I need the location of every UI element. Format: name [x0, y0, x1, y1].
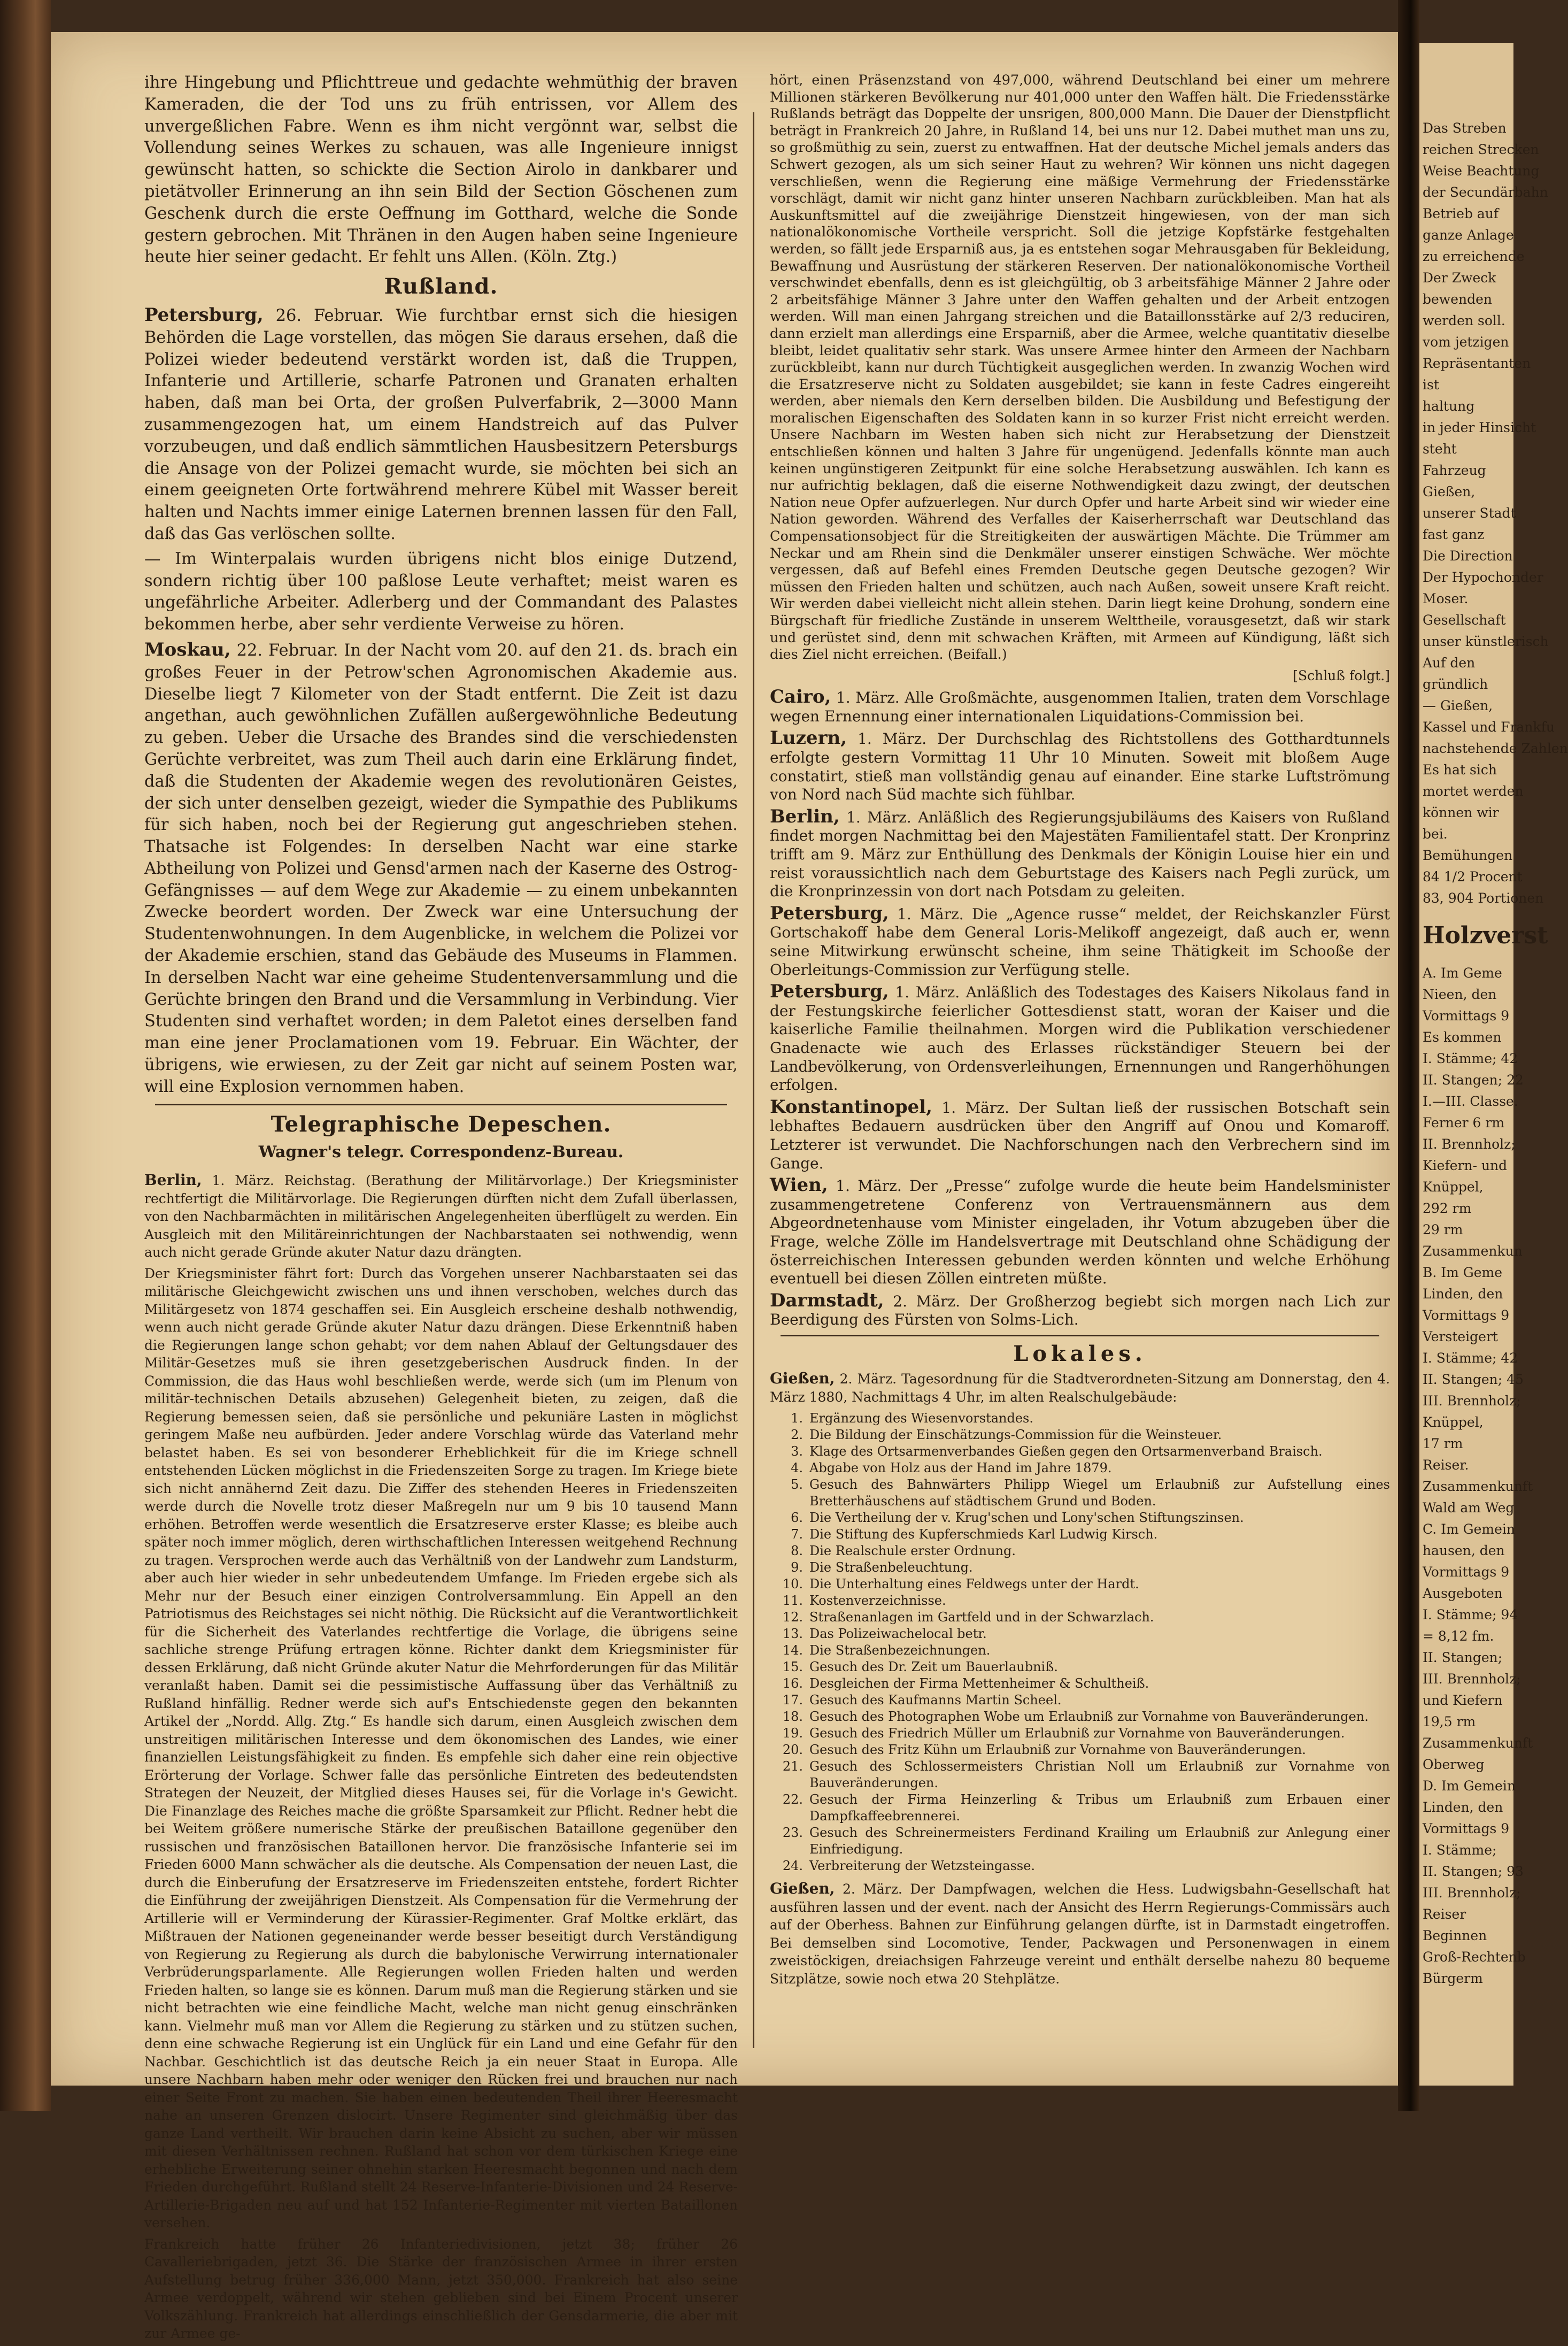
dateline-konstantinopel: Konstantinopel, — [770, 1096, 932, 1118]
edge-line: I. Stämme; 94 — [1423, 1607, 1518, 1622]
petersburg-dispatch-1 — [770, 904, 1390, 979]
agenda-item-text: Die Realschule erster Ordnung. — [809, 1543, 1016, 1559]
edge-line: Kassel und Frankfu — [1423, 719, 1555, 735]
edge-line: ganze Anlage — [1423, 227, 1514, 243]
agenda-item-number: 19. — [782, 1726, 803, 1741]
edge-line: bei. — [1423, 826, 1448, 842]
edge-line: Ausgeboten — [1423, 1586, 1503, 1601]
wien-text: 1. März. Der „Presse“ zufolge wurde die heute beim Handelsminister zusammengetretene Conferenz von Vertrauensmännern aus dem Abgeordnetenhause vom Minister eingeladen, ihr Votum abzugeben über die Frage, welche Zölle im Handelsvertrage mit Deutschland ohne Schädigung der österreichischen Interessen gebunden werden könnten und welche Erhöhung eventuell bei diesen Zöllen eintreten müßte. — [770, 1177, 1391, 1288]
moskau-article — [144, 639, 738, 1098]
edge-line: Moser. — [1423, 591, 1469, 606]
agenda-item-text: Die Bildung der Einschätzungs-Commission für die Weinsteuer. — [809, 1427, 1222, 1443]
agenda-item-text: Die Vertheilung der v. Krug'schen und Lony'schen Stiftungszinsen. — [809, 1510, 1244, 1526]
edge-line: = 8,12 fm. — [1423, 1628, 1494, 1644]
edge-line: steht — [1423, 441, 1457, 457]
agenda-item — [770, 1725, 1390, 1742]
edge-line: Reiser — [1423, 1906, 1466, 1922]
edge-line: mortet werden — [1423, 783, 1524, 799]
edge-line: Bemühungen — [1423, 848, 1513, 863]
edge-line: Repräsentanten — [1423, 356, 1531, 371]
edge-line: 83, 904 Portionen — [1423, 890, 1544, 906]
edge-line: 84 1/2 Procent — [1423, 869, 1523, 884]
cairo-text: 1. März. Alle Großmächte, ausgenommen Italien, traten dem Vorschlage wegen Ernennung einer internationalen Liquidations-Commission bei. — [770, 689, 1391, 725]
section-rule-2 — [781, 1335, 1379, 1336]
edge-line: Der Hypochonder — [1423, 570, 1543, 585]
edge-line: nachstehende Zahlen — [1423, 741, 1568, 756]
edge-line: können wir — [1423, 805, 1499, 820]
agenda-item — [770, 1825, 1390, 1858]
agenda-item — [770, 1410, 1390, 1427]
agenda-item-number: 21. — [782, 1759, 803, 1774]
agenda-item-text: Die Unterhaltung eines Feldwegs unter der Hardt. — [809, 1576, 1139, 1592]
agenda-item-number: 7. — [791, 1527, 803, 1542]
column-left — [144, 72, 738, 2346]
agenda-item-number: 20. — [782, 1742, 803, 1758]
adjacent-page-edge — [1419, 43, 1568, 2086]
darmstadt-text: 2. März. Der Großherzog begiebt sich morgen nach Lich zur Beerdigung des Fürsten von Solms-Lich. — [770, 1292, 1390, 1329]
lokales-heading: Lokales. — [1013, 1341, 1147, 1366]
agenda-item-text: Desgleichen der Firma Mettenheimer & Schultheiß. — [809, 1676, 1149, 1691]
to-be-continued: [Schluß folgt.] — [1293, 667, 1390, 683]
edge-line: Zusammenkunft — [1423, 1479, 1533, 1494]
edge-line: Kiefern- und — [1423, 1158, 1508, 1173]
agenda-item — [770, 1526, 1390, 1543]
edge-line: ist — [1423, 377, 1439, 393]
agenda-item-number: 15. — [782, 1659, 803, 1675]
agenda-item — [770, 1626, 1390, 1642]
agenda-item-text: Die Straßenbezeichnungen. — [809, 1643, 991, 1658]
edge-line: Vormittags 9 — [1423, 1821, 1510, 1836]
petersburg-2-text: 1. März. Die „Agence russe“ meldet, der Reichskanzler Fürst Gortschakoff habe dem General Loris-Melikoff angezeigt, daß auch er, wenn seine Mitwirkung erwünscht scheine, ihm seine Thätigkeit im Schooße der Oberleitungs-Commission zur Verfügung stelle. — [770, 905, 1390, 979]
edge-line: Nieen, den — [1423, 987, 1497, 1002]
edge-line: unser künstlerisch — [1423, 634, 1549, 649]
agenda-item-number: 5. — [791, 1477, 803, 1493]
wien-dispatch — [770, 1176, 1390, 1288]
dateline-petersburg: Petersburg, — [144, 304, 264, 326]
edge-line: Linden, den — [1423, 1286, 1503, 1302]
edge-line: der Secundärbahn — [1423, 184, 1548, 200]
agenda-item-text: Ergänzung des Wiesenvorstandes. — [809, 1411, 1034, 1426]
agenda-item-text: Gesuch des Schreinermeisters Ferdinand Krailing um Erlaubniß zur Anlegung einer Einfriedigung. — [809, 1825, 1390, 1857]
edge-line: und Kiefern — [1423, 1693, 1503, 1708]
book-binding — [0, 0, 51, 2111]
telegraph-heading: Telegraphische Depeschen. — [271, 1111, 612, 1137]
dateline-moskau: Moskau, — [144, 639, 231, 660]
edge-line: Zusammenkun — [1423, 1243, 1523, 1259]
edge-heading: Holzverst — [1423, 922, 1548, 949]
edge-line: — Gießen, — [1423, 698, 1493, 713]
berlin-dispatch — [770, 807, 1390, 901]
agenda-item-text: Gesuch des Photographen Wobe um Erlaubniß zur Vornahme von Bauveränderungen. — [809, 1709, 1369, 1725]
edge-line: Es kommen — [1423, 1029, 1502, 1045]
agenda-item — [770, 1510, 1390, 1526]
edge-line: Wald am Weg — [1423, 1500, 1515, 1516]
edge-line: Zusammenkunft — [1423, 1735, 1533, 1751]
edge-line: Groß-Rechtenb — [1423, 1949, 1526, 1965]
edge-line: fast ganz — [1423, 527, 1485, 542]
dateline-petersburg-3: Petersburg, — [770, 981, 889, 1003]
edge-line: III. Brennholz; — [1423, 1671, 1521, 1687]
agenda-item — [770, 1659, 1390, 1675]
section-rule — [155, 1104, 727, 1105]
edge-line: I. Stämme; — [1423, 1842, 1497, 1858]
luzern-dispatch — [770, 729, 1390, 804]
edge-line: zu erreichende — [1423, 249, 1525, 264]
agenda-item — [770, 1858, 1390, 1874]
agenda-item — [770, 1758, 1390, 1791]
agenda-item — [770, 1543, 1390, 1559]
agenda-item — [770, 1742, 1390, 1758]
agenda-item-number: 4. — [791, 1460, 803, 1476]
dateline-berlin: Berlin, — [144, 1171, 202, 1189]
agenda-item-text: Kostenverzeichnisse. — [809, 1593, 946, 1609]
edge-line: Vormittags 9 — [1423, 1307, 1510, 1323]
agenda-item-number: 1. — [791, 1411, 803, 1426]
agenda-item-number: 23. — [782, 1825, 803, 1841]
bureau-subheading: Wagner's telegr. Correspondenz-Bureau. — [258, 1143, 624, 1162]
edge-line: werden soll. — [1423, 313, 1505, 328]
agenda-item-text: Gesuch des Schlossermeisters Christian Noll um Erlaubniß zur Vornahme von Bauveränderungen. — [809, 1759, 1390, 1791]
agenda-item — [770, 1642, 1390, 1659]
berlin-paragraph-1 — [144, 1171, 738, 1262]
agenda-item-text: Gesuch der Firma Heinzerling & Tribus um Erlaubniß zum Erbauen einer Dampfkaffeebrennerei. — [809, 1792, 1390, 1824]
moskau-text: 22. Februar. In der Nacht vom 20. auf den 21. ds. brach ein großes Feuer in der Petrow'schen Agronomischen Akademie aus. Dieselbe liegt 7 Kilometer von der Stadt entfernt. Die Zeit ist dazu angethan, auch gewöhnlichen Zufällen außergewöhnliche Bedeutung zu geben. Ueber die Ursache des Brandes sind die verschiedensten Gerüchte verbreitet, was zum Theil auch darin eine Erklärung findet, daß die Studenten der Akademie wegen des revolutionären Geistes, der sich unter denselben gezeigt, wieder die Sympathie des Publikums für sich haben, noch bei der Regierung gut angeschrieben stehen. Thatsache ist Folgendes: In derselben Nacht war eine starke Abtheilung von Polizei und Gensd'armen nach der Kaserne des Ostrog-Gefängnisses — auf dem Wege zur Akademie — zu einem unbekannten Zwecke beordert worden. Der Zweck war eine Untersuchung der Studentenwohnungen. In dem Augenblicke, in welchem die Polizei vor der Akademie erschien, stand das Gebäude des Museums in Flammen. In derselben Nacht war eine geheime Studentenversammlung und die Gerüchte bringen den Brand und die Versammlung in Verbindung. Vier Studenten sind verhaftet worden; in dem Paletot eines derselben fand man eine jener Proclamationen vom 19. Februar. Ein Wächter, der übrigens, wie erwiesen, zu der Zeit gar nicht auf seinem Posten war, will eine Explosion vernommen haben. — [144, 641, 738, 1096]
dateline-darmstadt: Darmstadt, — [770, 1289, 884, 1311]
agenda-item-number: 12. — [782, 1610, 803, 1625]
edge-line: B. Im Geme — [1423, 1265, 1503, 1280]
petersburg-text: 26. Februar. Wie furchtbar ernst sich die hiesigen Behörden die Lage vorstellen, das mögen Sie daraus ersehen, daß die Polizei wieder bedeutend verstärkt worden ist, daß die Truppen, Infanterie und Artillerie, scharfe Patronen und Granaten erhalten haben, daß man bei Orta, der großen Pulverfabrik, 2—3000 Mann zusammengezogen hat, um einem Handstreich auf das Pulver vorzubeugen, und daß endlich sämmtlichen Hausbesitzern Petersburgs die Ansage von der Polizei gemacht wurde, sie möchten bei sich an einem geeigneten Orte fortwährend mehrere Kübel mit Wasser bereit halten und Nachts immer einige Laternen brennen lassen für den Fall, daß das Gas verlöschen sollte. — [144, 306, 738, 543]
petersburg-3-text: 1. März. Anläßlich des Todestages des Kaisers Nikolaus fand in der Festungskirche feierlicher Gottesdienst statt, woran der Kaiser und die kaiserliche Familie theilnahmen. Morgen wird die Publikation verschiedener Gnadenacte wie auch des Erlasses rückständiger Steuern bei der Landbevölkerung, von Ordensverleihungen, Ernennungen und Rangerhöhungen erfolgen. — [770, 983, 1390, 1094]
edge-line: I. Stämme; 42 — [1423, 1051, 1518, 1066]
dateline-berlin-2: Berlin, — [770, 805, 840, 827]
agenda-item — [770, 1476, 1390, 1510]
edge-line: Versteigert — [1423, 1329, 1498, 1344]
agenda-item-number: 3. — [791, 1444, 803, 1459]
cairo-dispatch — [770, 688, 1390, 726]
agenda-item — [770, 1675, 1390, 1692]
edge-line: Reiser. — [1423, 1457, 1469, 1473]
edge-line: 19,5 rm — [1423, 1714, 1476, 1729]
edge-line: 292 rm — [1423, 1201, 1472, 1216]
berlin-paragraph-3: Frankreich hatte früher 26 Infanteriedivisionen, jetzt 38; früher 26 Cavalleriebrigaden, jetzt 36. Die Stärke der französischen Armee in ihrer ersten Aufstellung betrug früher 336,000 Mann, jetzt 350,000. Frankreich hat also seine Armee verdoppelt, während wir stehen geblieben sind bei Einem Procent unserer Volkszählung. Frankreich hat allerdings einschließlich der Gensdarmerie, die aber mit zur Armee ge- — [144, 2236, 738, 2342]
edge-line: bewenden — [1423, 291, 1492, 307]
agenda-item-text: Gesuch des Bahnwärters Philipp Wiegel um Erlaubniß zur Aufstellung eines Bretterhäuschens auf städtischem Grund und Boden. — [809, 1477, 1390, 1509]
giessen-text: 2. März. Tagesordnung für die Stadtverordneten-Sitzung am Donnerstag, den 4. März 1880, Nachmittags 4 Uhr, im alten Realschulgebäude: — [770, 1371, 1391, 1405]
agenda-item — [770, 1692, 1390, 1709]
edge-line: vom jetzigen — [1423, 334, 1509, 350]
agenda-item-number: 13. — [782, 1626, 803, 1642]
edge-line: II. Stangen; 93 — [1423, 1864, 1524, 1879]
agenda-item-number: 18. — [782, 1709, 803, 1725]
edge-line: reichen Strecken — [1423, 142, 1539, 157]
edge-line: Es hat sich — [1423, 762, 1497, 778]
petersburg-dispatch-2 — [770, 982, 1390, 1095]
page-gutter — [1398, 0, 1419, 2111]
agenda-item-number: 9. — [791, 1560, 803, 1575]
agenda-item — [770, 1443, 1390, 1460]
agenda-item-text: Abgabe von Holz aus der Hand im Jahre 1879. — [809, 1460, 1112, 1476]
edge-line: Knüppel, — [1423, 1179, 1484, 1195]
dateline-petersburg-2: Petersburg, — [770, 902, 889, 924]
edge-line: Fahrzeug — [1423, 463, 1486, 478]
edge-line: Ferner 6 rm — [1423, 1115, 1505, 1130]
agenda-item-text: Gesuch des Dr. Zeit um Bauerlaubniß. — [809, 1659, 1058, 1675]
edge-line: Knüppel, — [1423, 1414, 1484, 1430]
edge-line: hausen, den — [1423, 1543, 1505, 1558]
edge-line: II. Stangen; — [1423, 1650, 1503, 1665]
agenda-item-number: 16. — [782, 1676, 803, 1691]
agenda-item-text: Gesuch des Friedrich Müller um Erlaubniß zur Vornahme von Bauveränderungen. — [809, 1726, 1345, 1741]
dateline-wien: Wien, — [770, 1174, 828, 1196]
dateline-luzern: Luzern, — [770, 727, 847, 749]
konstantinopel-dispatch — [770, 1098, 1390, 1173]
edge-line: II. Stangen; 22 — [1423, 1072, 1524, 1088]
edge-line: Die Direction — [1423, 548, 1513, 564]
edge-line: Weise Beachtung — [1423, 163, 1540, 179]
edge-line: haltung — [1423, 398, 1475, 414]
agenda-item-number: 2. — [791, 1427, 803, 1443]
giessen-agenda-intro — [770, 1370, 1390, 1406]
agenda-item-number: 14. — [782, 1643, 803, 1658]
edge-line: Betrieb auf — [1423, 206, 1499, 221]
edge-line: III. Brennholz; — [1423, 1885, 1521, 1901]
winterpalais-paragraph: — Im Winterpalais wurden übrigens nicht blos einige Dutzend, sondern richtig über 100 paßlose Leute verhaftet; meist waren es ungefährliche Arbeiter. Adlerberg und der Commandant des Palastes bekommen herbe, aber sehr verdiente Verweise zu hören. — [144, 549, 738, 634]
column-divider — [753, 112, 754, 2048]
edge-line: A. Im Geme — [1423, 965, 1502, 981]
konstantinopel-text: 1. März. Der Sultan ließ der russischen Botschaft sein lebhaftes Bedauern ausdrücken über den Angriff auf Onou und Komaroff. Letzterer ist verwundet. Die Nachforschungen nach den Verbrechern sind im Gange. — [770, 1098, 1390, 1172]
agenda-item — [770, 1593, 1390, 1609]
agenda-item-number: 11. — [782, 1593, 803, 1609]
agenda-item-text: Gesuch des Fritz Kühn um Erlaubniß zur Vornahme von Bauveränderungen. — [809, 1742, 1306, 1758]
dateline-cairo: Cairo, — [770, 686, 831, 708]
edge-line: in jeder Hinsicht — [1423, 420, 1536, 435]
edge-line: 29 rm — [1423, 1222, 1463, 1237]
agenda-item-number: 8. — [791, 1543, 803, 1559]
adjacent-page-text — [1419, 43, 1568, 1989]
berlin-report — [144, 1171, 738, 2343]
luzern-text: 1. März. Der Durchschlag des Richtstollens des Gotthardtunnels erfolgte gestern Vormittag 11 Uhr 10 Minuten. Soweit mit bloßem Auge constatirt, stieß man vollständig genau auf einander. Eine starke Luftströmung von Nord nach Süd machte sich fühlbar. — [770, 730, 1390, 804]
column-right — [770, 72, 1390, 1991]
edge-line: Gesellschaft — [1423, 612, 1506, 628]
edge-line: Vormittags 9 — [1423, 1564, 1510, 1580]
berlin-text-1: 1. März. Reichstag. (Berathung der Militärvorlage.) Der Kriegsminister rechtfertigt die Militärvorlage. Die Regierungen dürften nicht dem Zufall überlassen, von den Nachbarmächten in militärischen Angelegenheiten überflügelt zu werden. Ein Ausgleich mit den Militäreinrichtungen der Nachbarstaaten sei nothwendig, wenn auch nicht gerade Gründe akuter Natur dazu drängten. — [144, 1173, 738, 1260]
edge-line: I. Stämme; 42 — [1423, 1350, 1518, 1366]
agenda-item — [770, 1559, 1390, 1576]
dateline-giessen-2: Gießen, — [770, 1880, 835, 1898]
edge-line: D. Im Gemein — [1423, 1778, 1516, 1794]
agenda-item-text: Straßenanlagen im Gartfeld und in der Schwarzlach. — [809, 1610, 1154, 1625]
agenda-item-number: 17. — [782, 1693, 803, 1708]
edge-line: 17 rm — [1423, 1436, 1463, 1451]
edge-line: Auf den — [1423, 655, 1476, 671]
agenda-item — [770, 1709, 1390, 1725]
agenda-item-number: 24. — [782, 1858, 803, 1874]
agenda-item — [770, 1791, 1390, 1825]
edge-line: Der Zweck — [1423, 270, 1496, 286]
agenda-item-number: 10. — [782, 1576, 803, 1592]
edge-line: Beginnen — [1423, 1928, 1487, 1943]
edge-line: Gießen, — [1423, 484, 1476, 499]
giessen-dampfwagen — [770, 1880, 1390, 1988]
edge-line: III. Brennholz; — [1423, 1393, 1521, 1409]
edge-line: Linden, den — [1423, 1799, 1503, 1815]
edge-line: II. Stangen; 45 — [1423, 1372, 1524, 1387]
agenda-item-number: 22. — [782, 1792, 803, 1807]
darmstadt-dispatch — [770, 1291, 1390, 1329]
russland-heading: Rußland. — [384, 274, 498, 299]
agenda-item — [770, 1460, 1390, 1476]
edge-line: Oberweg — [1423, 1757, 1485, 1772]
agenda-item-text: Verbreiterung der Wetzsteingasse. — [809, 1858, 1036, 1874]
edge-line: C. Im Gemein — [1423, 1521, 1516, 1537]
agenda-item-text: Gesuch des Kaufmanns Martin Scheel. — [809, 1693, 1062, 1708]
edge-line: Vormittags 9 — [1423, 1008, 1510, 1024]
giessen-2-text: 2. März. Der Dampfwagen, welchen die Hess. Ludwigsbahn-Gesellschaft hat ausführen lassen und der event. nach der Ansicht des Herrn Regierungs-Commissärs auch auf der Oberhess. Bahnen zur Einführung gelangen dürfte, ist in Darmstadt eingetroffen. Bei demselben sind Locomotive, Tender, Packwagen und Personenwagen in einem zweistöckigen, dreiachsigen Fahrzeuge vereint und enthält derselbe nahezu 80 bequeme Sitzplätze, sowie noch etwa 20 Stehplätze. — [770, 1881, 1390, 1987]
berlin-2-text: 1. März. Anläßlich des Regierungsjubiläums des Kaisers von Rußland findet morgen Nachmittag bei den Majestäten Familientafel statt. Der Kronprinz trifft am 9. März zur Enthüllung des Denkmals der Königin Louise hier ein und reist voraussichtlich nach dem Geburtstage des Kaisers nach Pegli zurück, um die Kronprinzessin von dort nach Potsdam zu geleiten. — [770, 808, 1390, 901]
agenda-item — [770, 1609, 1390, 1626]
agenda-list — [770, 1410, 1390, 1874]
agenda-item — [770, 1427, 1390, 1443]
agenda-item-text: Das Polizeiwachelocal betr. — [809, 1626, 987, 1642]
berlin-paragraph-2: Der Kriegsminister fährt fort: Durch das Vorgehen unserer Nachbarstaaten sei das militärische Gleichgewicht zwischen uns und ihnen verschoben, welches durch das Militärgesetz von 1874 geschaffen sei. Ein Ausgleich erscheine deshalb nothwendig, wenn auch nicht gerade Gründe akuter Natur dazu drängen. Diese Erkenntniß haben die Regierungen lange schon gehabt; vor dem nahen Ablauf der Geltungsdauer des Militär-Gesetzes muß sie ihren gesetzgeberischen Ausdruck finden. In der Commission, die das Haus wohl beschließen werde, werde sich (um im Plenum von militär-technischen Details abzusehen) Gelegenheit bieten, zu zeigen, daß die Regierung bemessen seien, daß sie persönliche und pekuniäre Lasten in möglichst geringem Maße neu aufbürden. Jeder andere Vorschlag würde das Vaterland mehr belastet haben. Es sei von besonderer Erheblichkeit für die im Kriege schnell entstehenden Lücken möglichst in die Friedenszeiten Sorge zu tragen. Im Kriege biete sich nicht annähernd Zeit dazu. Die Ziffer des stehenden Heeres in Friedenszeiten werde durch die Novelle trotz dieser Maßregeln nur um 9 bis 10 tausend Mann erhöhen. Betroffen werde wesentlich die Ersatzreserve erster Klasse; es bleibe auch später noch immer möglich, deren wirthschaftlichen Interessen weitgehend Rechnung zu tragen. Versprochen werde auch das Verhältniß von der Landwehr zum Landsturm, aber auch hier wieder in sehr unbedeutendem Umfange. Im Frieden ergebe sich als Mehr nur der Besuch einer einzigen Controlversammlung. Ein Appell an den Patriotismus des Reichstages sei nicht nöthig. Die Rücksicht auf die Verantwortlichkeit für die Sicherheit des Vaterlandes rechtfertige die Vorlage, die übrigens seine sachliche strenge Prüfung ertragen könne. Richter dankt dem Kriegsminister für dessen Erklärung, daß nicht Gründe akuter Natur die Mehrforderungen für das Militär veranlaßt haben. Damit sei die pessimistische Auffassung über das Verhältniß zu Rußland hinfällig. Redner werde sich auf's Entschiedenste gegen den bekannten Artikel der „Nordd. Allg. Ztg.“ Es handle sich darum, einen Ausgleich zwischen dem unstreitigen militärischen Interesse und dem ökonomischen des Landes, wie einer finanziellen Leistungsfähigkeit zu finden. Es empfehle sich daher eine rein objective Erörterung der Vorlage. Schwer falle das persönliche Eintreten des bedeutendsten Strategen der Neuzeit, der Mitglied dieses Hauses sei, für die Vorlage in's Gewicht. Die Finanzlage des Reiches mache die größte Sparsamkeit zur Pflicht. Redner hebt die bei Weitem größere numerische Stärke der preußischen Bataillone gegenüber den russischen und französischen Bataillonen hervor. Die französische Infanterie sei im Frieden 6000 Mann schwächer als die deutsche. Als Compensation der neuen Last, die durch die Einberufung der Ersatzreserve im Friedenszeiten entstehe, fordert Richter die Einführung der zweijährigen Dienstzeit. Als Compensation für die Vermehrung der Artillerie will er Verminderung der Kürassier-Regimenter. Graf Moltke erklärt, das Mißtrauen der Nationen gegeneinander werde besser beseitigt durch Verständigung von Regierung zu Regierung als durch die babylonische Verwirrung internationaler Verbrüderungsparlamente. Alle Regierungen wollen Frieden halten und werden Frieden halten, so lange sie es können. Darum muß man die Regierung stärken und sie nicht betrachten wie eine feindliche Macht, welche man nicht genug einschränken kann. Vielmehr muß man vor Allem die Regierung zu stärken und zu stützen suchen, denn eine schwache Regierung ist ein Unglück für ein Land und eine Gefahr für den Nachbar. Geschichtlich ist das deutsche Reich ja ein neuer Staat in Europa. Alle unsere Nachbarn haben mehr oder weniger den Rücken frei und brauchen nur nach einer Seite Front zu machen. Sie haben einen bedeutenden Theil ihrer Heeresmacht nahe an unseren Grenzen dislocirt. Unsere Regimenter sind gleichmäßig über das ganze Land vertheilt. Wir brauchen darin keine Absicht zu suchen, aber wir müssen mit diesen Verhältnissen rechnen. Rußland hat schon vor dem türkischen Kriege eine erhebliche Erweiterung seiner ohnehin starken Heeresmacht begonnen und nach dem Frieden durchgeführt. Rußland stellt 24 Reserve-Infanterie-Divisionen und 24 Reserve-Artillerie-Brigaden neu auf und hat 152 Infanterie-Regimenter mit vierten Bataillonen versehen. — [144, 1265, 738, 2231]
continued-report: hört, einen Präsenzstand von 497,000, während Deutschland bei einer um mehrere Millionen stärkeren Bevölkerung nur 401,000 unter den Waffen hält. Die Friedensstärke Rußlands beträgt das Doppelte der unsrigen, 800,000 Mann. Die Dauer der Dienstpflicht beträgt in Frankreich 20 Jahre, in Rußland 14, bei uns nur 12. Dabei muthet man uns zu, so großmüthig zu sein, zuerst zu entwaffnen. Hat der deutsche Michel jemals anders das Schwert gezogen, als um sich seiner Haut zu wehren? Wir können uns nicht dagegen verschließen, wenn die Regierung eine mäßige Vermehrung der Friedensstärke vorschlägt, damit wir nicht ganz hinter unseren Nachbarn zurückbleiben. Man hat als Auskunftsmittel auf die zweijährige Dienstzeit hingewiesen, von der man sich nationalökonomische Vortheile verspricht. Soll die jetzige Kopfstärke festgehalten werden, so fällt jede Ersparniß aus, ja es entstehen sogar Mehrausgaben für Bekleidung, Bewaffnung und Ausrüstung der stärkeren Reserven. Der nationalökonomische Vortheil verschwindet ebenfalls, denn es ist gleichgültig, ob 3 arbeitsfähige Männer 2 Jahre oder 2 arbeitsfähige Männer 3 Jahre unter den Waffen gehalten und der Arbeit entzogen werden. Will man einen Jahrgang streichen und die Bataillonsstärke auf 2/3 reduciren, dann erzielt man allerdings eine Ersparniß, aber die Armee, welche quantitativ dieselbe bleibt, leidet qualitativ sehr stark. Was unsere Armee hinter den Armeen der Nachbarn zurückbleibt, kann nur durch Tüchtigkeit ausgeglichen werden. In zwanzig Wochen wird die Ersatzreserve nicht zu Soldaten ausgebildet; sie kann in feste Cadres eingereiht werden, aber niemals den Kern derselben bilden. Die Ausbildung und Befestigung der moralischen Eigenschaften des Soldaten kann in so kurzer Frist nicht erreicht werden. Unsere Nachbarn im Westen haben sich nicht zur Herabsetzung der Dienstzeit entschließen können und halten 3 Jahre für ungenügend. Jedenfalls könnte man auch keinen ungünstigeren Zeitpunkt für eine solche Herabsetzung auswählen. Ich kann es nur aufrichtig beklagen, daß die eiserne Nothwendigkeit dazu zwingt, der deutschen Nation neue Opfer aufzuerlegen. Nur durch Opfer und harte Arbeit sind wir wieder eine Nation geworden. Während des Verfalles der Kaiserherrschaft war Deutschland das Compensationsobject für die Streitigkeiten der auswärtigen Mächte. Die Trümmer am Neckar und am Rhein sind die Denkmäler unserer einstigen Schwäche. Wer möchte vergessen, daß auf Befehl eines Fremden Deutsche gegen Deutsche gezogen? Wir müssen den Frieden halten und schützen, auch nach Außen, soweit unsere Kraft reicht. Wir werden dabei vielleicht nicht allein stehen. Darin liegt keine Drohung, sondern eine Bürgschaft für friedliche Zustände in unserem Welttheile, vorausgesetzt, daß wir stark und gerüstet sind, denn mit schwachen Kräften, mit Armeen auf Kündigung, läßt sich dies Ziel nicht erreichen. (Beifall.) — [770, 72, 1390, 663]
edge-line: gründlich — [1423, 676, 1488, 692]
intro-paragraph: ihre Hingebung und Pflichttreue und gedachte wehmüthig der braven Kameraden, die der Tod uns zu früh entrissen, vor Allem des unvergeßlichen Fabre. Wenn es ihm nicht vergönnt war, selbst die Vollendung seines Werkes zu schauen, was alle Ingenieure innigst gewünscht hatten, so schickte die Section Airolo in dankbarer und pietätvoller Erinnerung an ihn sein Bild der Section Göschenen zum Geschenk durch die erste Oeffnung im Gotthard, welche die Sonde gestern gebrochen. Mit Thränen in den Augen haben seine Ingenieure heute hier seiner gedacht. Er fehlt uns Allen. (Köln. Ztg.) — [144, 73, 738, 267]
edge-line: unserer Stadt — [1423, 505, 1516, 521]
agenda-item-text: Die Stiftung des Kupferschmieds Karl Ludwig Kirsch. — [809, 1527, 1158, 1542]
agenda-item-text: Die Straßenbeleuchtung. — [809, 1560, 973, 1575]
edge-line: I.—III. Classe. — [1423, 1094, 1518, 1109]
dateline-giessen: Gießen, — [770, 1370, 835, 1388]
edge-line: Bürgerm — [1423, 1971, 1483, 1986]
edge-line: II. Brennholz; — [1423, 1136, 1516, 1152]
agenda-item-text: Klage des Ortsarmenverbandes Gießen gegen den Ortsarmenverband Braisch. — [809, 1444, 1323, 1459]
petersburg-article — [144, 304, 738, 545]
agenda-item-number: 6. — [791, 1510, 803, 1526]
edge-line: Das Streben — [1423, 120, 1507, 136]
agenda-item — [770, 1576, 1390, 1593]
